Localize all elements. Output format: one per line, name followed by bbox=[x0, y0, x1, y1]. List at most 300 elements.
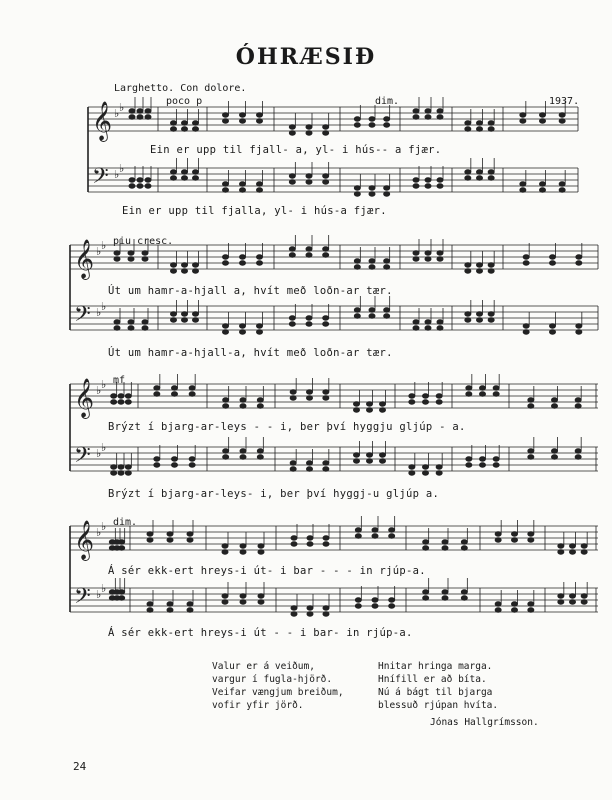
note-head bbox=[423, 465, 429, 469]
note-head bbox=[182, 170, 188, 174]
note-head bbox=[258, 594, 264, 598]
note-head bbox=[477, 121, 483, 125]
note-head bbox=[240, 324, 246, 328]
note-head bbox=[575, 455, 581, 459]
note-head bbox=[354, 459, 360, 463]
note-head bbox=[125, 471, 131, 475]
note-head bbox=[189, 457, 195, 461]
note-head bbox=[480, 386, 486, 390]
note-head bbox=[111, 465, 117, 469]
note-head bbox=[307, 396, 313, 400]
note-head bbox=[182, 121, 188, 125]
note-head bbox=[171, 312, 177, 316]
note-head bbox=[442, 596, 448, 600]
note-head bbox=[423, 540, 429, 544]
note-head bbox=[289, 316, 295, 320]
note-head bbox=[389, 534, 395, 538]
note-head bbox=[306, 253, 312, 257]
note-head bbox=[354, 265, 360, 269]
note-head bbox=[223, 188, 229, 192]
note-head bbox=[119, 590, 125, 594]
note-head bbox=[223, 324, 229, 328]
note-head bbox=[552, 404, 558, 408]
lyric-line: Ein er upp til fjalla, yl- i hús-a fjær. bbox=[122, 205, 387, 217]
note-head bbox=[323, 174, 329, 178]
note-head bbox=[540, 182, 546, 186]
note-head bbox=[172, 386, 178, 390]
note-head bbox=[488, 127, 494, 131]
note-head bbox=[147, 608, 153, 612]
lyric-line: Brýzt í bjarg-ar-leys - - i, ber því hyggju gljúp - a. bbox=[108, 421, 466, 433]
note-head bbox=[323, 612, 329, 616]
note-head bbox=[425, 326, 431, 330]
note-head bbox=[145, 184, 151, 188]
note-head bbox=[290, 461, 296, 465]
note-head bbox=[154, 386, 160, 390]
bass-clef-icon: 𝄢 bbox=[74, 443, 91, 473]
note-head bbox=[523, 255, 529, 259]
note-head bbox=[291, 542, 297, 546]
note-head bbox=[413, 178, 419, 182]
note-head bbox=[380, 408, 386, 412]
note-head bbox=[550, 255, 556, 259]
note-head bbox=[147, 538, 153, 542]
note-head bbox=[323, 461, 329, 465]
note-head bbox=[413, 251, 419, 255]
note-head bbox=[550, 261, 556, 265]
note-head bbox=[257, 119, 263, 123]
note-head bbox=[171, 127, 177, 131]
note-head bbox=[128, 326, 134, 330]
note-head bbox=[437, 326, 443, 330]
note-head bbox=[423, 546, 429, 550]
note-head bbox=[289, 174, 295, 178]
note-head bbox=[182, 176, 188, 180]
note-head bbox=[307, 606, 313, 610]
note-head bbox=[187, 538, 193, 542]
note-head bbox=[493, 463, 499, 467]
note-head bbox=[289, 125, 295, 129]
note-head bbox=[240, 398, 246, 402]
note-head bbox=[193, 318, 199, 322]
note-head bbox=[384, 314, 390, 318]
note-head bbox=[167, 532, 173, 536]
note-head bbox=[384, 265, 390, 269]
note-head bbox=[240, 449, 246, 453]
note-head bbox=[466, 392, 472, 396]
note-head bbox=[125, 400, 131, 404]
note-head bbox=[425, 184, 431, 188]
note-head bbox=[257, 182, 263, 186]
note-head bbox=[550, 324, 556, 328]
note-head bbox=[354, 192, 360, 196]
note-head bbox=[389, 598, 395, 602]
note-head bbox=[436, 394, 442, 398]
note-head bbox=[461, 590, 467, 594]
note-head bbox=[323, 125, 329, 129]
note-head bbox=[409, 400, 415, 404]
note-head bbox=[372, 528, 378, 532]
dynamic-marking: dim. bbox=[113, 517, 138, 528]
note-head bbox=[442, 590, 448, 594]
note-head bbox=[355, 534, 361, 538]
dynamic-marking: dim. bbox=[375, 96, 400, 107]
note-head bbox=[465, 176, 471, 180]
note-head bbox=[369, 308, 375, 312]
note-head bbox=[257, 449, 263, 453]
note-head bbox=[488, 312, 494, 316]
note-head bbox=[118, 394, 124, 398]
note-head bbox=[367, 459, 373, 463]
note-head bbox=[307, 390, 313, 394]
note-head bbox=[437, 184, 443, 188]
note-head bbox=[137, 184, 143, 188]
note-head bbox=[570, 594, 576, 598]
tempo-marking: Larghetto. Con dolore. bbox=[114, 83, 247, 94]
note-head bbox=[171, 318, 177, 322]
note-head bbox=[307, 612, 313, 616]
note-head bbox=[380, 453, 386, 457]
flat-icon: ♭ bbox=[101, 582, 107, 595]
note-head bbox=[306, 316, 312, 320]
note-head bbox=[512, 608, 518, 612]
note-head bbox=[354, 314, 360, 318]
dynamic-marking: poco p bbox=[166, 96, 203, 107]
note-head bbox=[423, 596, 429, 600]
note-head bbox=[240, 119, 246, 123]
note-head bbox=[114, 251, 120, 255]
note-head bbox=[413, 184, 419, 188]
note-head bbox=[520, 113, 526, 117]
bass-clef-icon: 𝄢 bbox=[74, 584, 91, 614]
poem-stanza-left: Valur er á veiðum, vargur í fugla-hjörð. Veifar vængjum breiðum, vofir yfir jörð. bbox=[212, 661, 344, 711]
note-head bbox=[384, 123, 390, 127]
note-head bbox=[137, 178, 143, 182]
note-head bbox=[289, 131, 295, 135]
lyric-line: Út um hamr-a-hjall-a, hvít með loðn-ar tær. bbox=[108, 347, 393, 359]
note-head bbox=[147, 602, 153, 606]
note-head bbox=[480, 463, 486, 467]
note-head bbox=[384, 192, 390, 196]
note-head bbox=[289, 247, 295, 251]
note-head bbox=[240, 404, 246, 408]
note-head bbox=[528, 455, 534, 459]
note-head bbox=[182, 263, 188, 267]
note-head bbox=[559, 182, 565, 186]
note-head bbox=[307, 542, 313, 546]
note-head bbox=[528, 404, 534, 408]
note-head bbox=[171, 263, 177, 267]
note-head bbox=[187, 532, 193, 536]
note-head bbox=[581, 544, 587, 548]
note-head bbox=[129, 184, 135, 188]
note-head bbox=[257, 404, 263, 408]
note-head bbox=[154, 463, 160, 467]
note-head bbox=[413, 115, 419, 119]
note-head bbox=[558, 600, 564, 604]
note-head bbox=[290, 390, 296, 394]
dynamic-marking: mf bbox=[113, 375, 126, 386]
flat-icon: ♭ bbox=[119, 162, 125, 175]
note-head bbox=[240, 113, 246, 117]
note-head bbox=[257, 113, 263, 117]
page-number: 24 bbox=[73, 760, 87, 773]
note-head bbox=[465, 318, 471, 322]
note-head bbox=[172, 463, 178, 467]
note-head bbox=[367, 408, 373, 412]
note-head bbox=[559, 113, 565, 117]
note-head bbox=[306, 180, 312, 184]
note-head bbox=[147, 532, 153, 536]
note-head bbox=[493, 392, 499, 396]
note-head bbox=[189, 463, 195, 467]
note-head bbox=[423, 394, 429, 398]
note-head bbox=[437, 320, 443, 324]
note-head bbox=[550, 330, 556, 334]
note-head bbox=[222, 550, 228, 554]
note-head bbox=[189, 392, 195, 396]
note-head bbox=[289, 253, 295, 257]
note-head bbox=[289, 322, 295, 326]
note-head bbox=[436, 400, 442, 404]
note-head bbox=[145, 109, 151, 113]
note-head bbox=[466, 457, 472, 461]
note-head bbox=[223, 404, 229, 408]
note-head bbox=[558, 544, 564, 548]
note-head bbox=[128, 257, 134, 261]
note-head bbox=[137, 115, 143, 119]
note-head bbox=[409, 465, 415, 469]
note-head bbox=[257, 398, 263, 402]
note-head bbox=[306, 131, 312, 135]
note-head bbox=[380, 459, 386, 463]
note-head bbox=[111, 394, 117, 398]
dynamic-marking: piu cresc. bbox=[113, 236, 174, 247]
note-head bbox=[323, 247, 329, 251]
note-head bbox=[354, 186, 360, 190]
note-head bbox=[323, 322, 329, 326]
note-head bbox=[465, 170, 471, 174]
note-head bbox=[477, 127, 483, 131]
note-head bbox=[576, 324, 582, 328]
note-head bbox=[495, 538, 501, 542]
note-head bbox=[323, 253, 329, 257]
flat-icon: ♭ bbox=[101, 300, 107, 313]
note-head bbox=[425, 109, 431, 113]
note-head bbox=[240, 455, 246, 459]
note-head bbox=[425, 178, 431, 182]
note-head bbox=[240, 544, 246, 548]
note-head bbox=[240, 600, 246, 604]
note-head bbox=[488, 269, 494, 273]
note-head bbox=[154, 392, 160, 396]
note-head bbox=[172, 392, 178, 396]
treble-clef-icon: 𝄞 bbox=[92, 101, 113, 141]
note-head bbox=[323, 606, 329, 610]
flat-icon: ♭ bbox=[96, 588, 102, 601]
note-head bbox=[323, 396, 329, 400]
note-head bbox=[354, 402, 360, 406]
note-head bbox=[540, 119, 546, 123]
note-head bbox=[369, 259, 375, 263]
note-head bbox=[442, 546, 448, 550]
note-head bbox=[523, 261, 529, 265]
flat-icon: ♭ bbox=[119, 101, 125, 114]
note-head bbox=[307, 461, 313, 465]
note-head bbox=[182, 318, 188, 322]
note-head bbox=[129, 109, 135, 113]
note-head bbox=[369, 192, 375, 196]
note-head bbox=[488, 121, 494, 125]
note-head bbox=[291, 606, 297, 610]
note-head bbox=[290, 396, 296, 400]
note-head bbox=[257, 261, 263, 265]
note-head bbox=[528, 532, 534, 536]
note-head bbox=[240, 255, 246, 259]
note-head bbox=[111, 400, 117, 404]
note-head bbox=[257, 188, 263, 192]
note-head bbox=[289, 180, 295, 184]
author-credit: Jónas Hallgrímsson. bbox=[430, 717, 539, 728]
note-head bbox=[384, 117, 390, 121]
note-head bbox=[167, 608, 173, 612]
note-head bbox=[558, 550, 564, 554]
note-head bbox=[480, 392, 486, 396]
note-head bbox=[189, 386, 195, 390]
note-head bbox=[372, 598, 378, 602]
note-head bbox=[257, 455, 263, 459]
note-head bbox=[223, 119, 229, 123]
note-head bbox=[187, 608, 193, 612]
note-head bbox=[437, 257, 443, 261]
note-head bbox=[380, 402, 386, 406]
note-head bbox=[193, 170, 199, 174]
note-head bbox=[240, 330, 246, 334]
note-head bbox=[306, 174, 312, 178]
note-head bbox=[182, 269, 188, 273]
note-head bbox=[223, 182, 229, 186]
note-head bbox=[384, 308, 390, 312]
note-head bbox=[145, 115, 151, 119]
flat-icon: ♭ bbox=[114, 168, 120, 181]
note-head bbox=[488, 263, 494, 267]
note-head bbox=[258, 544, 264, 548]
note-head bbox=[291, 612, 297, 616]
flat-icon: ♭ bbox=[96, 384, 102, 397]
note-head bbox=[581, 550, 587, 554]
note-head bbox=[465, 127, 471, 131]
note-head bbox=[369, 314, 375, 318]
note-head bbox=[354, 308, 360, 312]
note-head bbox=[223, 330, 229, 334]
note-head bbox=[523, 324, 529, 328]
note-head bbox=[114, 320, 120, 324]
note-head bbox=[528, 608, 534, 612]
note-head bbox=[118, 400, 124, 404]
note-head bbox=[540, 113, 546, 117]
note-head bbox=[389, 604, 395, 608]
note-head bbox=[114, 257, 120, 261]
note-head bbox=[354, 453, 360, 457]
note-head bbox=[495, 602, 501, 606]
note-head bbox=[520, 188, 526, 192]
note-head bbox=[477, 176, 483, 180]
note-head bbox=[258, 600, 264, 604]
note-head bbox=[257, 330, 263, 334]
note-head bbox=[142, 257, 148, 261]
note-head bbox=[355, 528, 361, 532]
note-head bbox=[222, 594, 228, 598]
note-head bbox=[423, 471, 429, 475]
note-head bbox=[575, 449, 581, 453]
note-head bbox=[323, 390, 329, 394]
note-head bbox=[142, 320, 148, 324]
note-head bbox=[129, 178, 135, 182]
note-head bbox=[495, 532, 501, 536]
note-head bbox=[437, 251, 443, 255]
note-head bbox=[576, 330, 582, 334]
note-head bbox=[465, 312, 471, 316]
note-head bbox=[413, 109, 419, 113]
lyric-line: Á sér ekk-ert hreys-i út - - i bar- in rjúp-a. bbox=[108, 627, 413, 639]
note-head bbox=[409, 471, 415, 475]
note-head bbox=[367, 402, 373, 406]
note-head bbox=[193, 312, 199, 316]
note-head bbox=[493, 457, 499, 461]
note-head bbox=[223, 261, 229, 265]
note-head bbox=[240, 188, 246, 192]
note-head bbox=[111, 471, 117, 475]
note-head bbox=[223, 255, 229, 259]
note-head bbox=[436, 465, 442, 469]
note-head bbox=[240, 594, 246, 598]
note-head bbox=[570, 544, 576, 548]
note-head bbox=[437, 115, 443, 119]
note-head bbox=[512, 538, 518, 542]
note-head bbox=[142, 326, 148, 330]
note-head bbox=[354, 408, 360, 412]
note-head bbox=[222, 600, 228, 604]
treble-clef-icon: 𝄞 bbox=[74, 239, 95, 279]
note-head bbox=[466, 386, 472, 390]
note-head bbox=[291, 536, 297, 540]
treble-clef-icon: 𝄞 bbox=[74, 378, 95, 418]
note-head bbox=[182, 127, 188, 131]
flat-icon: ♭ bbox=[96, 526, 102, 539]
note-head bbox=[171, 170, 177, 174]
note-head bbox=[182, 312, 188, 316]
note-head bbox=[145, 178, 151, 182]
note-head bbox=[540, 188, 546, 192]
note-head bbox=[552, 398, 558, 402]
note-head bbox=[558, 594, 564, 598]
note-head bbox=[480, 457, 486, 461]
note-head bbox=[442, 540, 448, 544]
note-head bbox=[240, 182, 246, 186]
bass-clef-icon: 𝄢 bbox=[92, 164, 109, 194]
note-head bbox=[413, 257, 419, 261]
note-head bbox=[193, 176, 199, 180]
note-head bbox=[118, 465, 124, 469]
note-head bbox=[570, 600, 576, 604]
note-head bbox=[355, 604, 361, 608]
note-head bbox=[193, 269, 199, 273]
note-head bbox=[223, 455, 229, 459]
note-head bbox=[355, 598, 361, 602]
note-head bbox=[423, 590, 429, 594]
note-head bbox=[167, 602, 173, 606]
note-head bbox=[154, 457, 160, 461]
